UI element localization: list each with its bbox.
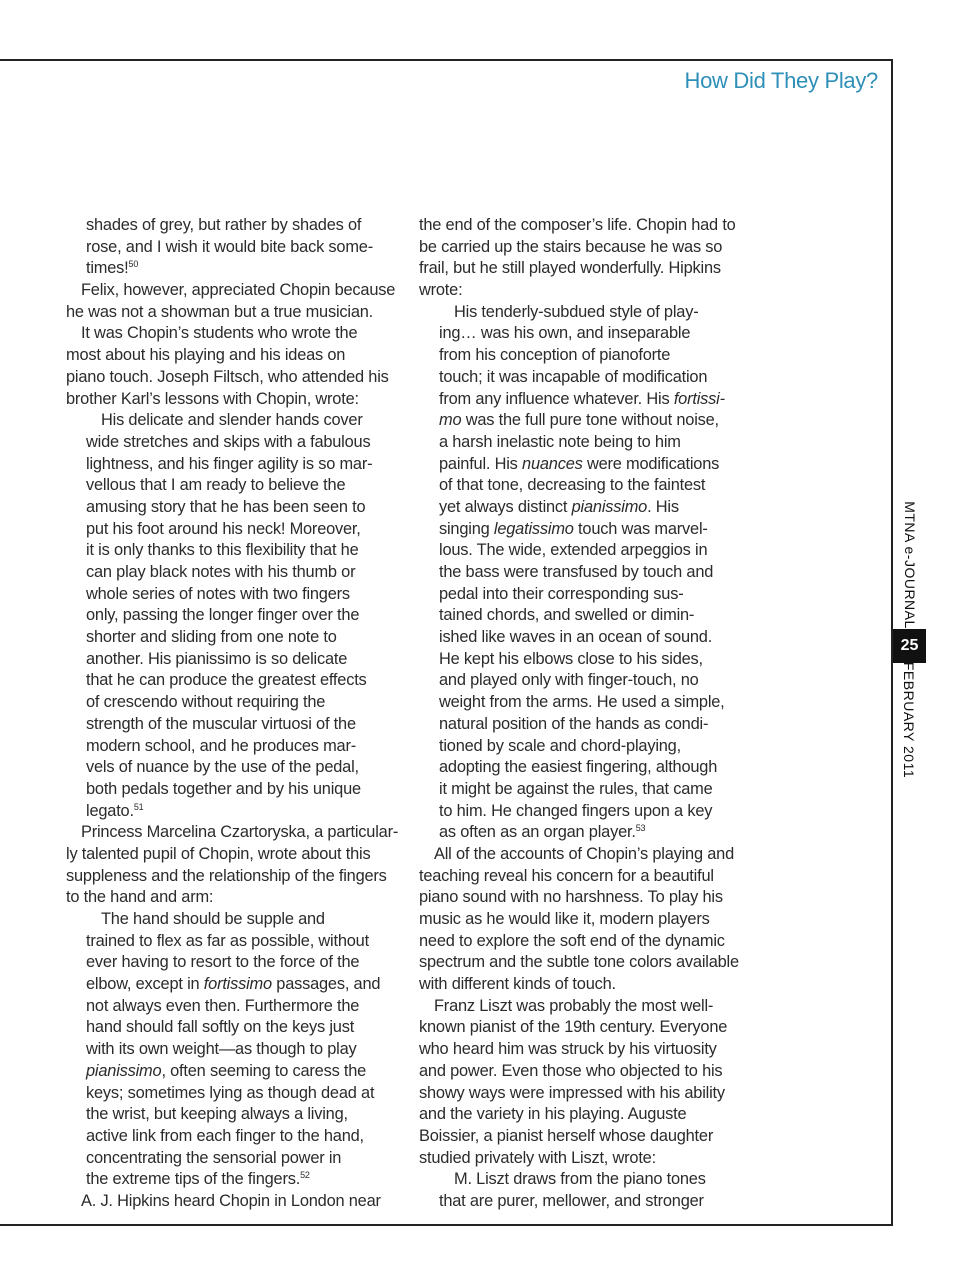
text-line [66, 1017, 402, 1039]
text-segment: mo [439, 411, 462, 430]
text-segment: known pianist of the 19th century. Everyone [419, 1018, 728, 1037]
text-line [419, 497, 755, 519]
text-line [66, 952, 402, 974]
text-segment: and played only with finger-touch, no [439, 671, 699, 690]
running-head: How Did They Play? [684, 68, 878, 93]
text-segment: hand should fall softly on the keys just [86, 1018, 355, 1037]
text-line [66, 1039, 402, 1061]
text-segment: piano sound with no harshness. To play his [419, 888, 723, 907]
text-segment: be carried up the stairs because he was so [419, 237, 723, 256]
text-line [66, 670, 402, 692]
left-column [66, 215, 402, 1213]
text-segment: piano touch. Joseph Filtsch, who attended his [66, 367, 389, 386]
text-segment: wrote: [419, 281, 463, 300]
text-segment: Felix, however, appreciated Chopin because [81, 281, 396, 300]
text-segment: rose, and I wish it would bite back some- [86, 237, 373, 256]
text-line [66, 1191, 402, 1213]
text-line [419, 1017, 755, 1039]
text-segment: Boissier, a pianist herself whose daughter [419, 1126, 714, 1145]
text-segment: concentrating the sensorial power in [86, 1148, 342, 1167]
text-line [419, 367, 755, 389]
text-line [66, 258, 402, 280]
text-line [419, 844, 755, 866]
text-line [66, 475, 402, 497]
text-segment: and power. Even those who objected to his [419, 1061, 723, 1080]
footnote-ref: 51 [133, 801, 144, 812]
text-segment: painful. His [439, 454, 523, 473]
text-segment: yet always distinct [439, 497, 572, 516]
text-line [419, 584, 755, 606]
text-line [419, 345, 755, 367]
text-segment: the wrist, but keeping always a living, [86, 1105, 348, 1124]
footnote-ref: 52 [300, 1170, 310, 1181]
text-line [419, 974, 755, 996]
text-line [419, 540, 755, 562]
text-line [419, 1083, 755, 1105]
text-segment: singing [439, 519, 494, 538]
text-line [66, 454, 402, 476]
text-line [419, 519, 755, 541]
text-segment: both pedals together and by his unique [86, 779, 361, 798]
text-line [66, 540, 402, 562]
page-frame-bottom-rule [0, 1224, 893, 1226]
text-segment: to him. He changed fingers upon a key [439, 801, 713, 820]
text-segment: tioned by scale and chord-playing, [439, 736, 681, 755]
text-segment: weight from the arms. He used a simple, [439, 693, 725, 712]
text-segment: spectrum and the subtle tone colors available [419, 953, 739, 972]
text-line [66, 497, 402, 519]
text-line [66, 627, 402, 649]
text-segment: with its own weight—as though to play [86, 1040, 357, 1059]
text-line [419, 410, 755, 432]
text-line [419, 801, 755, 823]
text-line [66, 280, 402, 302]
text-line [66, 302, 402, 324]
text-segment: showy ways were impressed with his ability [419, 1083, 725, 1102]
text-segment: touch was marvel- [573, 519, 708, 538]
text-segment: the bass were transfused by touch and [439, 563, 714, 581]
text-line [419, 996, 755, 1018]
text-line [66, 736, 402, 758]
text-line [419, 952, 755, 974]
footnote-ref: 53 [635, 823, 646, 834]
text-segment: most about his playing and his ideas on [66, 346, 346, 365]
footnote-ref: 50 [128, 259, 139, 270]
text-segment: as often as an organ player. [439, 823, 636, 842]
text-line [66, 237, 402, 259]
text-line [66, 562, 402, 584]
text-segment: All of the accounts of Chopin’s playing and [434, 844, 734, 863]
text-segment: it is only thanks to this flexibility that he [86, 541, 359, 560]
text-line [419, 432, 755, 454]
text-line [66, 432, 402, 454]
text-segment: the end of the composer’s life. Chopin had to [419, 216, 736, 234]
text-segment: pedal into their corresponding sus- [439, 584, 684, 603]
text-line [66, 801, 402, 823]
text-line [66, 1169, 402, 1191]
text-line [66, 714, 402, 736]
text-segment: ly talented pupil of Chopin, wrote about this [66, 844, 371, 863]
text-line [66, 866, 402, 888]
text-segment: with different kinds of touch. [419, 975, 616, 994]
text-segment: keys; sometimes lying as though dead at [86, 1083, 375, 1102]
text-segment: modern school, and he produces mar- [86, 736, 356, 755]
text-segment: and the variety in his playing. Auguste [419, 1105, 687, 1124]
text-segment: suppleness and the relationship of the fingers [66, 866, 387, 885]
text-segment: the extreme tips of the fingers. [86, 1170, 301, 1189]
text-segment: legatissimo [493, 519, 574, 538]
text-line [66, 779, 402, 801]
text-segment: need to explore the soft end of the dynamic [419, 931, 725, 950]
text-segment: he was not a showman but a true musician. [66, 302, 374, 321]
text-line [419, 302, 755, 324]
text-segment: who heard him was struck by his virtuosity [419, 1040, 717, 1059]
text-segment: Princess Marcelina Czartoryska, a particular- [81, 823, 399, 842]
text-segment: Franz Liszt was probably the most well- [434, 996, 714, 1015]
text-segment: ing… was his own, and inseparable [439, 324, 691, 343]
text-line [419, 454, 755, 476]
issue-date: FEBRUARY 2011 [901, 661, 918, 779]
text-line [419, 258, 755, 280]
text-line [419, 475, 755, 497]
text-segment: shades of grey, but rather by shades of [86, 216, 362, 234]
text-segment: studied privately with Liszt, wrote: [419, 1148, 656, 1167]
text-line [419, 389, 755, 411]
text-line [66, 1104, 402, 1126]
text-line [66, 367, 402, 389]
text-segment: elbow, except in [86, 975, 204, 994]
text-segment: natural position of the hands as condi- [439, 714, 709, 733]
text-line [419, 1061, 755, 1083]
text-segment: tained chords, and swelled or dimin- [439, 606, 695, 625]
text-line [66, 1061, 402, 1083]
page-frame-top-rule [0, 59, 893, 61]
text-segment: active link from each finger to the hand, [86, 1126, 364, 1145]
side-date-label [893, 661, 926, 779]
text-line [419, 909, 755, 931]
text-segment: vels of nuance by the use of the pedal, [86, 758, 359, 777]
text-line [66, 996, 402, 1018]
text-line [419, 692, 755, 714]
text-segment: to the hand and arm: [66, 888, 214, 907]
text-segment: shorter and sliding from one note to [86, 628, 337, 647]
text-line [66, 1126, 402, 1148]
text-line [66, 931, 402, 953]
text-line [419, 1191, 755, 1213]
text-segment: pianissimo [571, 497, 648, 516]
text-line [419, 1169, 755, 1191]
text-segment: passages, and [271, 975, 381, 994]
text-segment: His delicate and slender hands cover [101, 411, 363, 430]
text-segment: teaching reveal his concern for a beautiful [419, 866, 714, 885]
text-segment: that are purer, mellower, and stronger [439, 1191, 704, 1210]
text-line [419, 1126, 755, 1148]
text-segment: frail, but he still played wonderfully. Hipkins [419, 259, 721, 278]
text-line [66, 692, 402, 714]
text-segment: ever having to resort to the force of the [86, 953, 360, 972]
text-segment: wide stretches and skips with a fabulous [86, 432, 371, 451]
text-line [419, 649, 755, 671]
text-line [419, 887, 755, 909]
text-segment: He kept his elbows close to his sides, [439, 649, 703, 668]
text-segment: that he can produce the greatest effects [86, 671, 367, 690]
text-segment: brother Karl’s lessons with Chopin, wrote: [66, 389, 359, 408]
text-line [66, 215, 402, 237]
text-line [66, 1148, 402, 1170]
text-line [66, 844, 402, 866]
journal-name: MTNA e-JOURNAL [901, 501, 918, 629]
text-segment: lightness, and his finger agility is so mar- [86, 454, 373, 473]
text-segment: trained to flex as far as possible, without [86, 931, 369, 950]
text-segment: adopting the easiest fingering, although [439, 758, 718, 777]
text-line [419, 714, 755, 736]
text-segment: put his foot around his neck! Moreover, [86, 519, 361, 538]
text-line [66, 605, 402, 627]
text-segment: from his conception of pianoforte [439, 346, 671, 365]
text-line [419, 1039, 755, 1061]
text-line [419, 323, 755, 345]
text-line [66, 389, 402, 411]
text-line [419, 627, 755, 649]
text-segment: whole series of notes with two fingers [86, 584, 350, 603]
text-line [419, 757, 755, 779]
page-number: 25 [893, 629, 926, 663]
text-segment: strength of the muscular virtuosi of the [86, 714, 356, 733]
text-line [419, 670, 755, 692]
text-line [419, 1104, 755, 1126]
text-segment: can play black notes with his thumb or [86, 563, 356, 581]
text-segment: of that tone, decreasing to the faintest [439, 476, 706, 495]
right-column [419, 215, 755, 1213]
text-segment: nuances [522, 454, 583, 473]
text-line [66, 822, 402, 844]
text-line [66, 323, 402, 345]
text-segment: vellous that I am ready to believe the [86, 476, 346, 495]
text-segment: fortissi- [673, 389, 725, 408]
text-segment: touch; it was incapable of modification [439, 367, 708, 386]
text-line [419, 562, 755, 584]
text-segment: It was Chopin’s students who wrote the [81, 324, 358, 343]
text-segment: from any influence whatever. His [439, 389, 674, 408]
text-segment: not always even then. Furthermore the [86, 996, 360, 1015]
text-line [66, 909, 402, 931]
text-segment: of crescendo without requiring the [86, 693, 326, 712]
text-line [419, 280, 755, 302]
text-line [66, 1083, 402, 1105]
text-segment: lous. The wide, extended arpeggios in [439, 541, 708, 560]
text-line [419, 866, 755, 888]
text-segment: was the full pure tone without noise, [461, 411, 719, 430]
text-line [66, 410, 402, 432]
text-segment: amusing story that he has been seen to [86, 497, 366, 516]
text-segment: , often seeming to caress the [161, 1061, 367, 1080]
text-line [66, 584, 402, 606]
text-line [419, 1148, 755, 1170]
text-line [66, 974, 402, 996]
text-segment: ished like waves in an ocean of sound. [439, 628, 713, 647]
text-segment: it might be against the rules, that came [439, 779, 713, 798]
side-journal-label [893, 501, 926, 629]
text-segment: only, passing the longer finger over the [86, 606, 360, 625]
text-segment: times! [86, 259, 129, 278]
text-line [419, 931, 755, 953]
text-line [419, 779, 755, 801]
text-segment: fortissimo [203, 975, 272, 994]
text-line [66, 649, 402, 671]
text-segment: . His [647, 497, 679, 516]
text-line [419, 822, 755, 844]
text-segment: legato. [86, 801, 134, 820]
text-segment: a harsh inelastic note being to him [439, 432, 681, 451]
text-line [66, 519, 402, 541]
text-line [66, 757, 402, 779]
text-segment: The hand should be supple and [101, 910, 325, 928]
text-line [419, 215, 755, 237]
text-segment: His tenderly-subdued style of play- [454, 302, 699, 321]
text-segment: music as he would like it, modern players [419, 910, 710, 928]
text-line [66, 887, 402, 909]
text-segment: A. J. Hipkins heard Chopin in London near [81, 1191, 381, 1210]
text-segment: M. Liszt draws from the piano tones [454, 1170, 706, 1189]
text-segment: another. His pianissimo is so delicate [86, 649, 348, 668]
text-segment: pianissimo [86, 1061, 162, 1080]
text-line [419, 605, 755, 627]
text-line [419, 736, 755, 758]
text-segment: were modifications [582, 454, 720, 473]
text-line [66, 345, 402, 367]
text-line [419, 237, 755, 259]
